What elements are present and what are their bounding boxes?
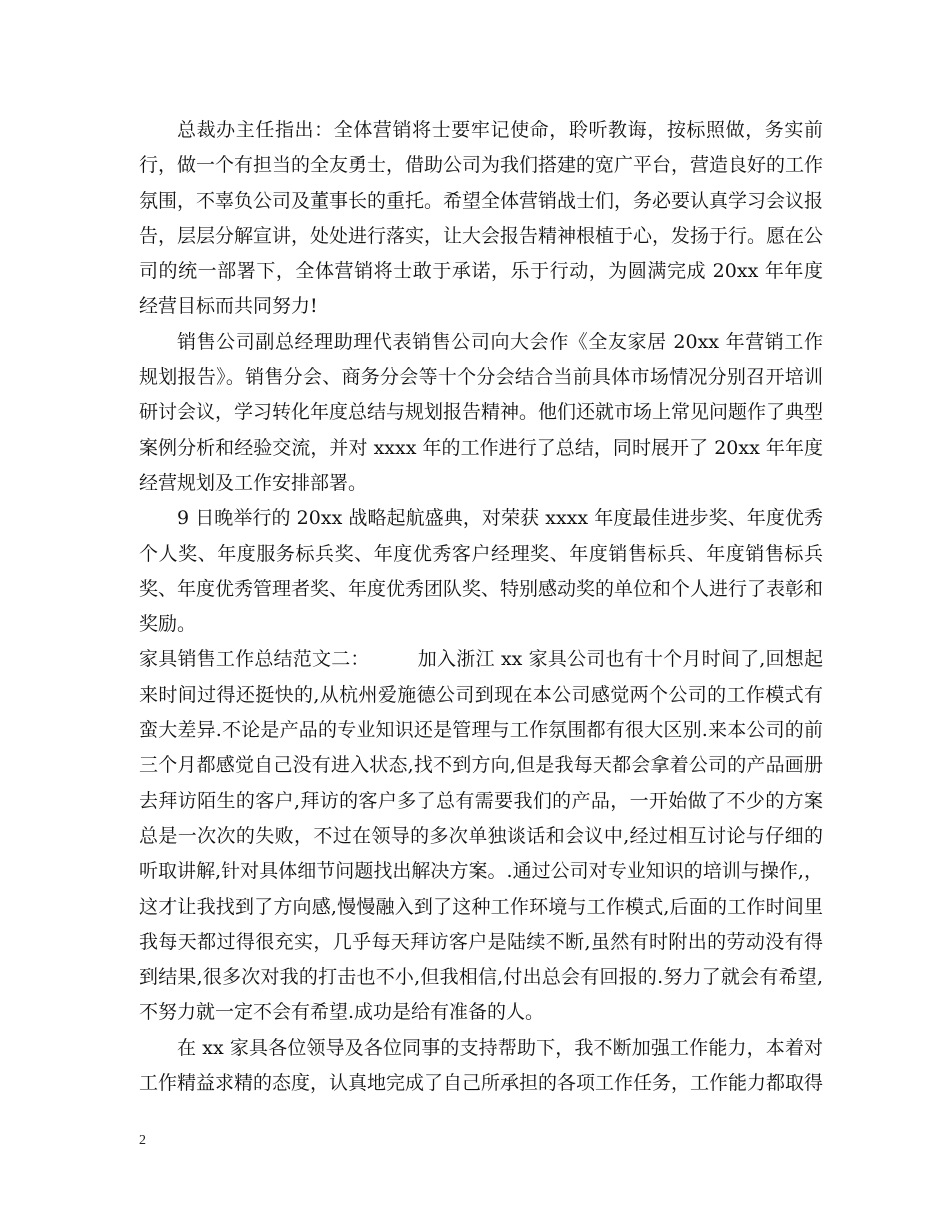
paragraph-3: 9 日晚举行的 20xx 战略起航盛典，对荣获 xxxx 年度最佳进步奖、年度优秀个人奖、年度服务标兵奖、年度优秀客户经理奖、年度销售标兵、年度销售标兵奖、年度优秀管理者奖、年度优秀团队奖、特别感动奖的单位和个人进行了表彰和奖励。	[139, 507, 824, 636]
document-body	[139, 113, 823, 1101]
page-number: 2	[139, 1133, 146, 1148]
paragraph-4: 家具销售工作总结范文二： 加入浙江 xx 家具公司也有十个月时间了,回想起来时间过得还挺快的,从杭州爱施德公司到现在本公司感觉两个公司的工作模式有蛮大差异.不论是产品的专业知识还是管理与工作氛围都有很大区别.来本公司的前三个月都感觉自己没有进入状态,找不到方向,但是我每天都会拿着公司的产品画册去拜访陌生的客户,拜访的客户多了总有需要我们的产品，一开始做了不少的方案总是一次次的失败，不过在领导的多次单独谈话和会议中,经过相互讨论与仔细的听取讲解,针对具体细节问题找出解决方案。.通过公司对专业知识的培训与操作,，这才让我找到了方向感,慢慢融入到了这种工作环境与工作模式,后面的工作时间里我每天都过得很充实，几乎每天拜访客户是陆续不断,虽然有时附出的劳动没有得到结果,很多次对我的打击也不小,但我相信,付出总会有回报的.努力了就会有希望,不努力就一定不会有希望.成功是给有准备的人。	[139, 648, 823, 1024]
paragraph-1: 总裁办主任指出：全体营销将士要牢记使命，聆听教诲，按标照做，务实前行，做一个有担当的全友勇士，借助公司为我们搭建的宽广平台，营造良好的工作氛围，不辜负公司及董事长的重托。希望全体营销战士们，务必要认真学习会议报告，层层分解宣讲，处处进行落实，让大会报告精神根植于心，发扬于行。愿在公司的统一部署下，全体营销将士敢于承诺，乐于行动，为圆满完成 20xx 年年度经营目标而共同努力!	[139, 119, 824, 318]
paragraph-5: 在 xx 家具各位领导及各位同事的支持帮助下，我不断加强工作能力，本着对工作精益求精的态度，认真地完成了自己所承担的各项工作任务，工作能力都取得	[139, 1036, 824, 1095]
paragraph-2: 销售公司副总经理助理代表销售公司向大会作《全友家居 20xx 年营销工作规划报告》。销售分会、商务分会等十个分会结合当前具体市场情况分别召开培训研讨会议，学习转化年度总结与规划报告精神。他们还就市场上常见问题作了典型案例分析和经验交流，并对 xxxx 年的工作进行了总结，同时展开了 20xx 年年度经营规划及工作安排部署。	[139, 330, 824, 494]
